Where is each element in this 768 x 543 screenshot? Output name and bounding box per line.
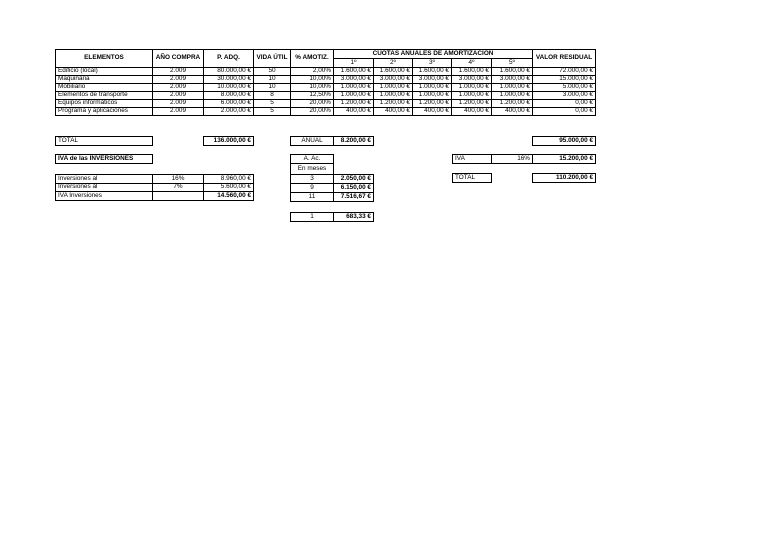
row-cuota: 1.000,00 € xyxy=(491,91,533,100)
row-pct: 20,00% xyxy=(290,99,334,108)
row-vida: 50 xyxy=(253,67,291,76)
row-residual: 72.000,00 € xyxy=(532,67,596,76)
row-vida: 8 xyxy=(253,91,291,100)
row-ano: 2.009 xyxy=(152,99,204,108)
row-cuota: 400,00 € xyxy=(491,107,533,116)
a-ac-sublabel: En meses xyxy=(290,164,334,174)
row-elemento: Maquinaria xyxy=(55,75,153,84)
row-cuota: 3.000,00 € xyxy=(333,75,374,84)
row-cuota: 1.000,00 € xyxy=(373,91,413,100)
row-cuota: 3.000,00 € xyxy=(451,75,492,84)
row-cuota: 1.200,00 € xyxy=(412,99,452,108)
row-cuota: 1.600,00 € xyxy=(491,67,533,76)
row-residual: 5.000,00 € xyxy=(532,83,596,92)
row-vida: 10 xyxy=(253,83,291,92)
header-year-4: 4º xyxy=(451,58,492,68)
row-cuota: 1.000,00 € xyxy=(451,83,492,92)
meses-n: 3 xyxy=(290,174,334,184)
row-pct: 2,00% xyxy=(290,67,334,76)
a-ac-label: A. Ac. xyxy=(290,154,334,164)
row-cuota: 1.200,00 € xyxy=(491,99,533,108)
row-vida: 5 xyxy=(253,99,291,108)
header-cuotas: CUOTAS ANUALES DE AMORTIZACIÓN xyxy=(333,49,533,59)
row-pct: 10,00% xyxy=(290,75,334,84)
row-pct: 12,50% xyxy=(290,91,334,100)
row-cuota: 1.000,00 € xyxy=(491,83,533,92)
header-p-adq: P. ADQ. xyxy=(203,49,254,68)
row-p-adq: 10.000,00 € xyxy=(203,83,254,92)
row-ano: 2.009 xyxy=(152,67,204,76)
row-cuota: 1.200,00 € xyxy=(373,99,413,108)
row-residual: 15.000,00 € xyxy=(532,75,596,84)
header-year-1: 1º xyxy=(333,58,374,68)
anual-label: ANUAL xyxy=(290,136,334,146)
header-year-3: 3º xyxy=(412,58,452,68)
iva-title: IVA de las INVERSIONES xyxy=(55,154,153,164)
row-cuota: 400,00 € xyxy=(412,107,452,116)
single-n: 1 xyxy=(290,212,334,222)
meses-n: 9 xyxy=(290,183,334,193)
header-year-2: 2º xyxy=(373,58,413,68)
total-residual: 95.000,00 € xyxy=(532,136,596,146)
row-cuota: 1.000,00 € xyxy=(373,83,413,92)
row-residual: 0,00 € xyxy=(532,99,596,108)
row-pct: 20,00% xyxy=(290,107,334,116)
row-ano: 2.009 xyxy=(152,75,204,84)
header-elementos: ELEMENTOS xyxy=(55,49,153,68)
row-elemento: Mobiliario xyxy=(55,83,153,92)
header-vida-util: VIDA ÚTIL xyxy=(253,49,291,68)
row-vida: 5 xyxy=(253,107,291,116)
row-cuota: 3.000,00 € xyxy=(373,75,413,84)
meses-value: 6.150,00 € xyxy=(333,183,374,193)
row-elemento: Elementos de transporte xyxy=(55,91,153,100)
row-cuota: 3.000,00 € xyxy=(412,75,452,84)
header-pct-amortiz: % AMOTIZ. xyxy=(290,49,334,68)
row-cuota: 3.000,00 € xyxy=(491,75,533,84)
row-ano: 2.009 xyxy=(152,83,204,92)
row-cuota: 400,00 € xyxy=(373,107,413,116)
total-box-label: TOTAL xyxy=(452,173,492,183)
row-cuota: 1.000,00 € xyxy=(412,91,452,100)
row-cuota: 1.000,00 € xyxy=(333,83,374,92)
iva-box-value: 15.200,00 € xyxy=(532,154,596,164)
row-cuota: 1.000,00 € xyxy=(412,83,452,92)
row-elemento: Equipos informáticos xyxy=(55,99,153,108)
total-label: TOTAL xyxy=(55,136,153,146)
row-cuota: 1.600,00 € xyxy=(333,67,374,76)
iva-box-label: IVA xyxy=(452,154,492,164)
anual-value: 8.200,00 € xyxy=(333,136,374,146)
inversion-value: 8.960,00 € xyxy=(203,174,254,184)
row-p-adq: 8.000,00 € xyxy=(203,91,254,100)
row-p-adq: 80.000,00 € xyxy=(203,67,254,76)
row-residual: 3.000,00 € xyxy=(532,91,596,100)
row-elemento: Programa y aplicaciones xyxy=(55,107,153,116)
row-elemento: Edificio (local) xyxy=(55,67,153,76)
meses-value: 7.516,67 € xyxy=(333,192,374,202)
total-p-adq: 136.000,00 € xyxy=(203,136,254,146)
inversion-label: Inversiones al xyxy=(55,174,153,184)
row-pct: 10,00% xyxy=(290,83,334,92)
row-cuota: 400,00 € xyxy=(333,107,374,116)
row-vida: 10 xyxy=(253,75,291,84)
row-cuota: 1.600,00 € xyxy=(451,67,492,76)
row-cuota: 1.000,00 € xyxy=(333,91,374,100)
inversion-value: 14.560,00 € xyxy=(203,191,254,201)
meses-n: 11 xyxy=(290,192,334,202)
row-p-adq: 6.000,00 € xyxy=(203,99,254,108)
inversion-label: Inversiones al xyxy=(55,183,153,193)
inversion-pct: 7% xyxy=(152,183,204,193)
row-p-adq: 2.000,00 € xyxy=(203,107,254,116)
row-cuota: 1.600,00 € xyxy=(412,67,452,76)
row-p-adq: 30.000,00 € xyxy=(203,75,254,84)
inversion-pct: 16% xyxy=(152,174,204,184)
single-value: 683,33 € xyxy=(333,212,374,222)
header-ano-compra: AÑO COMPRA xyxy=(152,49,204,68)
inversion-value: 5.600,00 € xyxy=(203,183,254,193)
row-cuota: 400,00 € xyxy=(451,107,492,116)
row-ano: 2.009 xyxy=(152,91,204,100)
row-cuota: 1.000,00 € xyxy=(451,91,492,100)
meses-value: 2.050,00 € xyxy=(333,174,374,184)
row-ano: 2.009 xyxy=(152,107,204,116)
total-box-value: 110.200,00 € xyxy=(532,173,596,183)
inversion-label: IVA Inversiones xyxy=(55,191,153,201)
header-valor-residual: VALOR RESIDUAL xyxy=(532,49,596,68)
iva-box-pct: 16% xyxy=(491,154,533,164)
row-cuota: 1.200,00 € xyxy=(333,99,374,108)
row-cuota: 1.600,00 € xyxy=(373,67,413,76)
header-year-5: 5º xyxy=(491,58,533,68)
row-cuota: 1.200,00 € xyxy=(451,99,492,108)
inversion-pct xyxy=(152,191,204,201)
row-residual: 0,00 € xyxy=(532,107,596,116)
